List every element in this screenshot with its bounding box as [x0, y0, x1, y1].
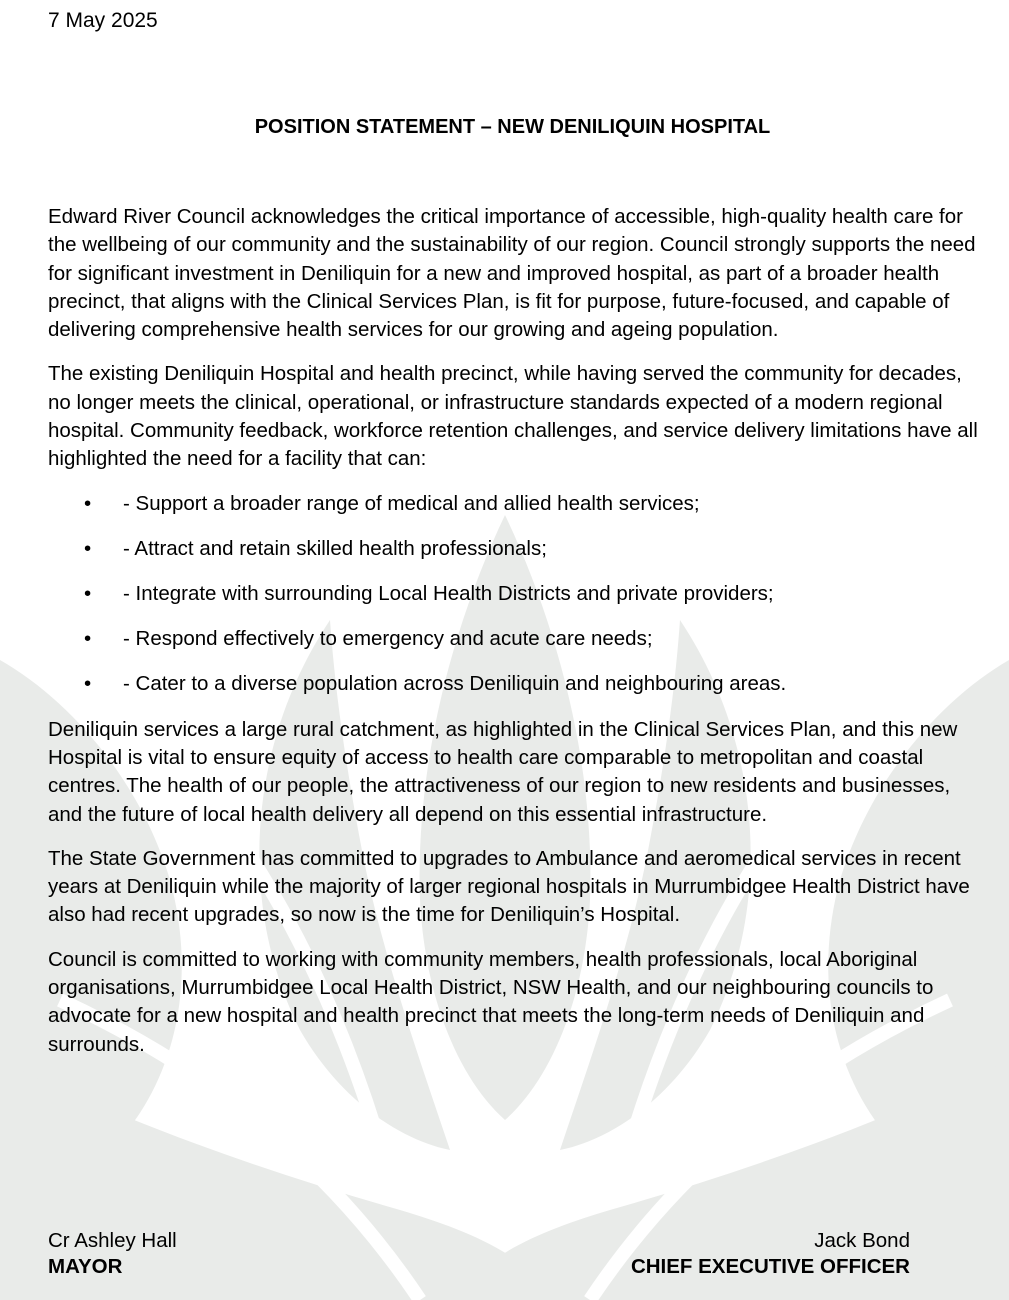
list-item	[48, 625, 988, 653]
letter-date: 7 May 2025	[48, 9, 158, 32]
signatory-title: MAYOR	[48, 1255, 123, 1278]
signature-block-ceo	[631, 1228, 910, 1280]
bullet-icon: •	[84, 582, 92, 606]
list-item	[48, 580, 988, 608]
list-item	[48, 535, 988, 563]
list-item-text: - Integrate with surrounding Local Health Districts and private providers;	[123, 582, 774, 606]
list-item-text: - Support a broader range of medical and allied health services;	[123, 491, 700, 515]
list-item-text: - Attract and retain skilled health professionals;	[123, 536, 547, 560]
paragraph-existing-hospital: The existing Deniliquin Hospital and health precinct, while having served the community for decades, no longer meets the clinical, operational, or infrastructure standards expected of a modern regional hospital. Community feedback, workforce retention challenges, and service delivery limitations have all highlighted the need for a facility that can:	[48, 362, 978, 471]
bullet-icon: •	[84, 491, 92, 515]
bullet-icon: •	[84, 536, 92, 560]
signatory-title: CHIEF EXECUTIVE OFFICER	[630, 1255, 910, 1278]
list-item	[48, 490, 988, 518]
document-body	[48, 203, 988, 1075]
bullet-icon: •	[84, 627, 92, 651]
paragraph-state-government: The State Government has committed to upgrades to Ambulance and aeromedical services in recent years at Deniliquin while the majority of larger regional hospitals in Murrumbidgee Health District have also had recent upgrades, so now is the time for Deniliquin’s Hospital.	[48, 846, 970, 927]
paragraph-council-acknowledgement: Edward River Council acknowledges the critical importance of accessible, high-quality health care for the wellbeing of our community and the sustainability of our region. Council strongly supports the need for significant investment in Deniliquin for a new and improved hospital, as part of a broader health precinct, that aligns with the Clinical Services Plan, is fit for purpose, future-focused, and capable of delivering comprehensive health services for our growing and ageing population.	[48, 205, 976, 342]
facility-needs-list	[48, 490, 988, 699]
signatory-name: Jack Bond	[814, 1229, 910, 1252]
bullet-icon: •	[84, 672, 92, 696]
list-item-text: - Respond effectively to emergency and acute care needs;	[123, 627, 653, 651]
signature-block-mayor	[48, 1228, 177, 1280]
list-item-text: - Cater to a diverse population across Deniliquin and neighbouring areas.	[123, 672, 787, 696]
paragraph-council-commitment: Council is committed to working with community members, health professionals, local Aboriginal organisations, Murrumbidgee Local Health District, NSW Health, and our neighbouring councils to advocate for a new hospital and health precinct that meets the long-term needs of Deniliquin and surrounds.	[48, 947, 934, 1056]
paragraph-rural-catchment: Deniliquin services a large rural catchment, as highlighted in the Clinical Services Plan, and this new Hospital is vital to ensure equity of access to health care comparable to metropolitan and coastal centres. The health of our people, the attractiveness of our region to new residents and businesses, and the future of local health delivery all depend on this essential infrastructure.	[48, 717, 958, 826]
signatory-name: Cr Ashley Hall	[48, 1229, 177, 1252]
document-title: POSITION STATEMENT – NEW DENILIQUIN HOSPITAL	[254, 116, 771, 138]
list-item	[48, 670, 988, 698]
